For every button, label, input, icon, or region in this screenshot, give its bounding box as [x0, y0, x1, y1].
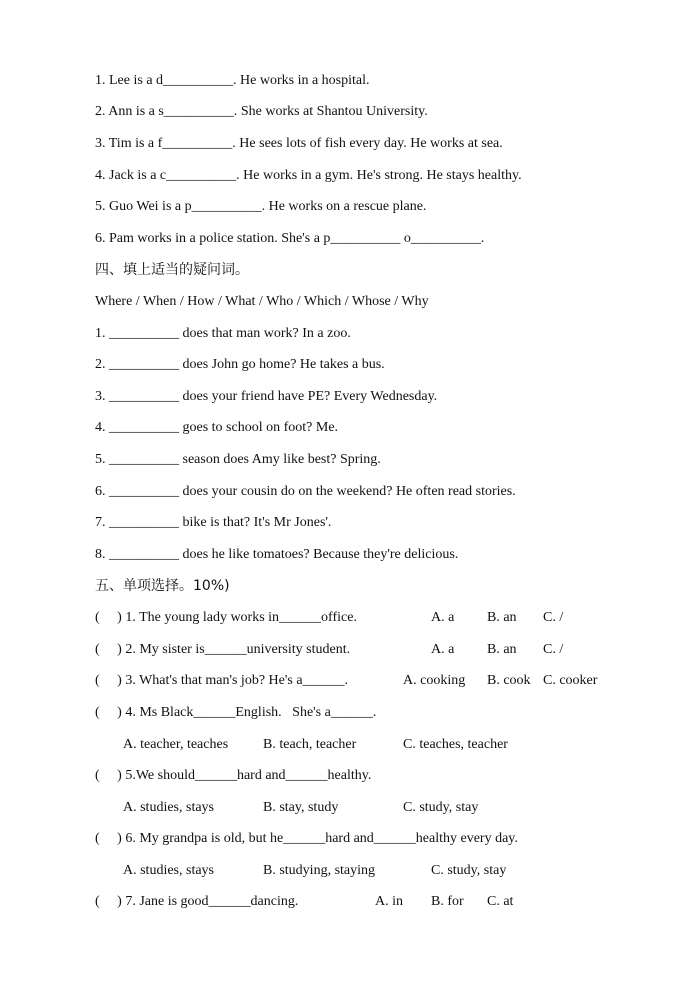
question-stem: ( ) 7. Jane is good______dancing.: [95, 894, 299, 909]
exercise-line: 6. __________ does your cousin do on the weekend? He often read stories.: [95, 484, 516, 499]
option-a: A. cooking: [403, 673, 466, 688]
option-c: C. at: [487, 894, 514, 909]
exercise-line: 5. __________ season does Amy like best? Spring.: [95, 452, 381, 467]
exercise-line: 2. __________ does John go home? He takes a bus.: [95, 357, 385, 372]
exercise-line: 4. __________ goes to school on foot? Me.: [95, 420, 339, 435]
option-c: C. study, stay: [403, 800, 479, 815]
option-a: A. in: [375, 894, 403, 909]
exercise-line: 6. Pam works in a police station. She's a p__________ o__________.: [95, 231, 485, 246]
option-b: B. for: [431, 894, 464, 909]
option-c: C. /: [543, 610, 564, 625]
option-a: A. a: [431, 642, 455, 657]
exercise-line: 4. Jack is a c__________. He works in a gym. He's strong. He stays healthy.: [95, 168, 522, 183]
question-stem: ( ) 6. My grandpa is old, but he______hard and______healthy every day.: [95, 831, 518, 846]
option-c: C. /: [543, 642, 564, 657]
option-c: C. study, stay: [431, 863, 507, 878]
option-b: B. stay, study: [263, 800, 339, 815]
exercise-line: 1. __________ does that man work? In a zoo.: [95, 326, 351, 341]
option-a: A. teacher, teaches: [123, 737, 229, 752]
option-b: B. cook: [487, 673, 531, 688]
option-a: A. studies, stays: [123, 800, 214, 815]
question-stem: ( ) 4. Ms Black______English. She's a______.: [95, 705, 377, 720]
question-stem: ( ) 5.We should______hard and______healthy.: [95, 768, 372, 783]
option-a: A. studies, stays: [123, 863, 214, 878]
option-a: A. a: [431, 610, 455, 625]
exercise-line: 2. Ann is a s__________. She works at Shantou University.: [95, 104, 428, 119]
exercise-line: 5. Guo Wei is a p__________. He works on a rescue plane.: [95, 199, 427, 214]
exercise-line: 7. __________ bike is that? It's Mr Jones'.: [95, 515, 332, 530]
section-heading: 四、填上适当的疑问词。: [95, 262, 249, 278]
question-stem: ( ) 1. The young lady works in______office.: [95, 610, 357, 625]
option-b: B. teach, teacher: [263, 737, 357, 752]
word-bank: Where / When / How / What / Who / Which / Whose / Why: [95, 294, 429, 309]
section-heading: 五、单项选择。10%): [95, 578, 230, 594]
question-stem: ( ) 2. My sister is______university student.: [95, 642, 351, 657]
question-stem: ( ) 3. What's that man's job? He's a______.: [95, 673, 349, 688]
exercise-line: 3. Tim is a f__________. He sees lots of fish every day. He works at sea.: [95, 136, 503, 151]
option-c: C. cooker: [543, 673, 598, 688]
option-b: B. an: [487, 642, 517, 657]
option-b: B. studying, staying: [263, 863, 376, 878]
exercise-line: 8. __________ does he like tomatoes? Because they're delicious.: [95, 547, 459, 562]
exercise-line: 3. __________ does your friend have PE? Every Wednesday.: [95, 389, 438, 404]
option-c: C. teaches, teacher: [403, 737, 508, 752]
exercise-line: 1. Lee is a d__________. He works in a hospital.: [95, 73, 370, 88]
option-b: B. an: [487, 610, 517, 625]
